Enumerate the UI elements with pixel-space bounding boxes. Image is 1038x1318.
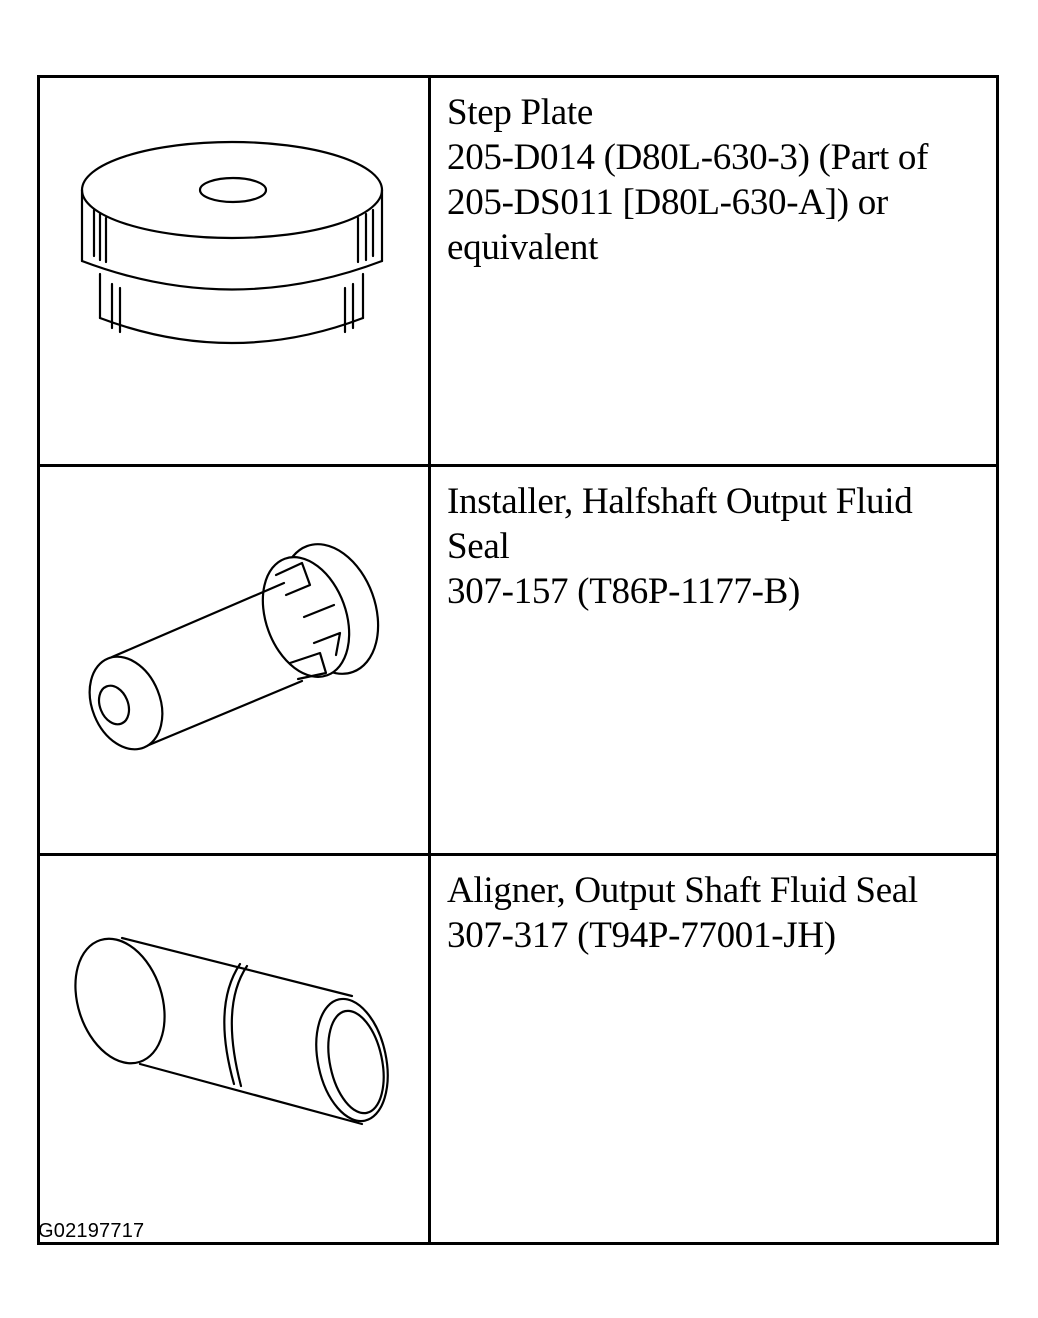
- tool-description-cell: [430, 466, 998, 855]
- tool-name: Installer, Halfshaft Output Fluid: [447, 481, 913, 522]
- tool-description: [447, 90, 982, 270]
- tool-name: Seal: [447, 526, 510, 567]
- tool-description: [447, 479, 982, 614]
- tool-description-cell: [430, 855, 998, 1244]
- tool-part-number: 205-DS011 [D80L-630-A]) or: [447, 182, 888, 223]
- tool-row: [39, 77, 998, 466]
- tool-part-number: equivalent: [447, 227, 599, 268]
- tool-part-number: 307-317 (T94P-77001-JH): [447, 915, 836, 956]
- step-plate-illustration: [40, 78, 428, 448]
- tool-name: Step Plate: [447, 92, 594, 133]
- figure-id: G02197717: [38, 1220, 145, 1242]
- tool-image-cell: [39, 466, 430, 855]
- tool-row: [39, 466, 998, 855]
- tool-part-number: 307-157 (T86P-1177-B): [447, 571, 801, 612]
- tool-image-cell: [39, 855, 430, 1244]
- halfshaft-seal-installer-illustration: [40, 467, 428, 837]
- tool-image-cell: [39, 77, 430, 466]
- tool-name: Aligner, Output Shaft Fluid Seal: [447, 870, 918, 911]
- tool-row: [39, 855, 998, 1244]
- tool-description-cell: [430, 77, 998, 466]
- tool-part-number: 205-D014 (D80L-630-3) (Part of: [447, 137, 929, 178]
- special-tools-table: [37, 75, 999, 1245]
- tool-description: [447, 868, 982, 958]
- output-shaft-seal-aligner-illustration: [40, 856, 428, 1226]
